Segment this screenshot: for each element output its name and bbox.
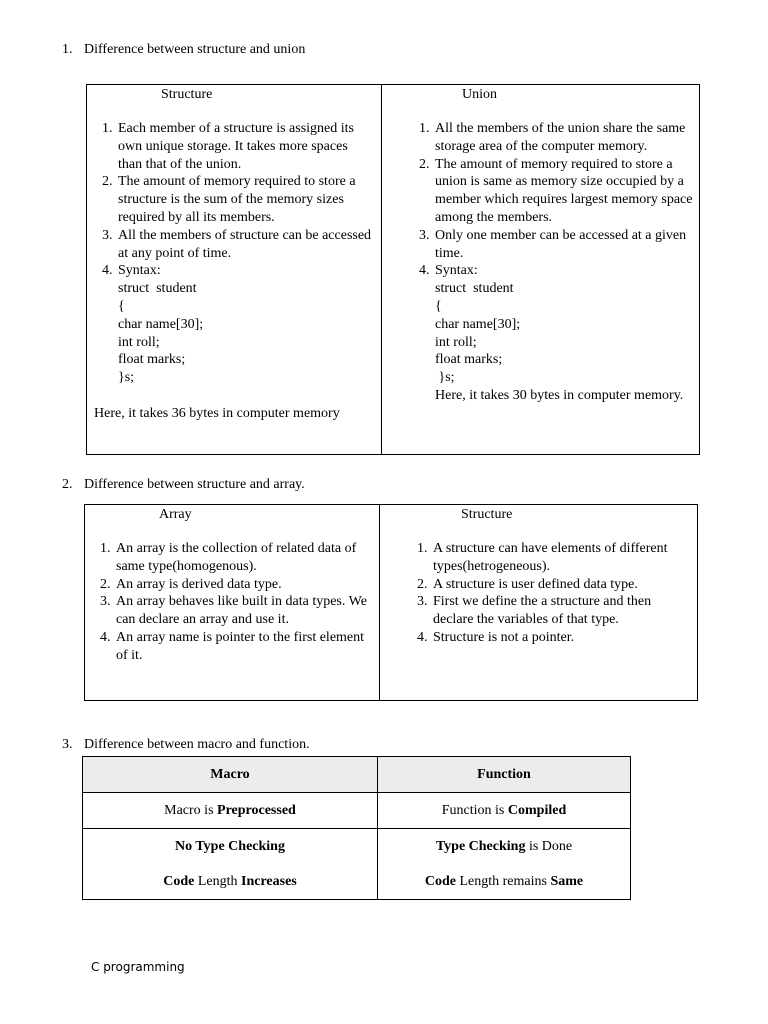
- cell-text-bold: Code: [163, 873, 195, 889]
- array-column: [85, 505, 380, 701]
- list-item: 1. An array is the collection of related data of same type(homogenous).: [114, 540, 373, 576]
- column-header-macro: Macro: [83, 757, 378, 793]
- column-header-array: Array: [159, 507, 192, 522]
- syntax-label: 4. Syntax:: [435, 263, 478, 279]
- code-line: struct student: [118, 281, 197, 297]
- page-footer: C programming: [91, 960, 185, 974]
- cell-text-bold: Compiled: [507, 802, 567, 818]
- list-item: [433, 262, 693, 404]
- code-line: {: [118, 298, 125, 314]
- code-line: int roll;: [435, 334, 477, 350]
- cell-text: is Done: [525, 838, 573, 854]
- code-line: int roll;: [118, 334, 160, 350]
- section-title: Difference between structure and union: [84, 42, 306, 57]
- list-item: 2. The amount of memory required to store a union is same as memory size occupied by a member which requires largest memory space among the members.: [433, 156, 693, 227]
- section-title: Difference between structure and array.: [84, 477, 305, 492]
- macro-cell: [83, 793, 378, 829]
- list-item: 3. Only one member can be accessed at a given time.: [433, 227, 693, 263]
- section-number: 3.: [62, 737, 73, 752]
- cell-text-bold: Preprocessed: [217, 802, 296, 818]
- section-number: 1.: [62, 42, 73, 57]
- structure-memory-note: Here, it takes 36 bytes in computer memory: [94, 405, 340, 421]
- list-item: 2. A structure is user defined data type.: [431, 576, 691, 594]
- structure-list-2: [380, 540, 697, 647]
- code-line: {: [435, 298, 442, 314]
- structure-union-table: [86, 84, 700, 455]
- code-line: float marks;: [435, 352, 503, 368]
- list-item: 3. An array behaves like built in data types. We can declare an array and use it.: [114, 593, 373, 629]
- section-number: 2.: [62, 477, 73, 492]
- section-title: Difference between macro and function.: [84, 737, 310, 752]
- code-line: struct student: [435, 281, 514, 297]
- list-item: 4. An array name is pointer to the first element of it.: [114, 629, 373, 665]
- list-item: 1. All the members of the union share the same storage area of the computer memory.: [433, 120, 693, 156]
- union-list: [382, 120, 699, 405]
- cell-text-bold: Code: [424, 873, 456, 889]
- list-item: 1. A structure can have elements of different types(hetrogeneous).: [431, 540, 691, 576]
- union-memory-note: Here, it takes 30 bytes in computer memory.: [435, 387, 684, 403]
- macro-cell: [83, 829, 378, 865]
- column-header-union: Union: [462, 87, 497, 102]
- section-heading-3: [62, 736, 310, 754]
- column-header-structure: Structure: [161, 87, 213, 102]
- cell-text: Function is: [441, 802, 508, 818]
- code-line: char name[30];: [118, 316, 204, 332]
- structure-column: [87, 85, 382, 455]
- cell-text: Macro is: [164, 802, 218, 818]
- cell-text: Length remains: [455, 873, 551, 889]
- list-item: 1. Each member of a structure is assigned its own unique storage. It takes more spaces than that of the union.: [116, 120, 375, 173]
- column-header-function: Function: [378, 757, 631, 793]
- list-item: 3. First we define the a structure and then declare the variables of that type.: [431, 593, 691, 629]
- code-line: float marks;: [118, 352, 186, 368]
- function-cell: [378, 864, 631, 900]
- structure-column-2: [380, 505, 698, 701]
- syntax-label: 4. Syntax:: [118, 263, 161, 279]
- list-item: 2. The amount of memory required to store a structure is the sum of the memory sizes required by all its members.: [116, 173, 375, 226]
- cell-text-bold: Same: [550, 873, 584, 889]
- list-item: 2. An array is derived data type.: [114, 576, 373, 594]
- union-column: [382, 85, 700, 455]
- section-heading-1: [62, 41, 305, 59]
- column-header-structure-2: Structure: [461, 507, 513, 522]
- structure-array-table: [84, 504, 698, 701]
- code-line: }s;: [118, 370, 135, 386]
- array-list: [85, 540, 379, 665]
- function-cell: [378, 793, 631, 829]
- code-line: }s;: [435, 370, 455, 386]
- structure-list: [87, 120, 381, 387]
- macro-function-table: [82, 756, 631, 900]
- list-item: [116, 262, 375, 387]
- list-item: 3. All the members of structure can be accessed at any point of time.: [116, 227, 375, 263]
- macro-cell: [83, 864, 378, 900]
- cell-text-bold: Increases: [241, 873, 297, 889]
- cell-text-bold: Type Checking: [435, 838, 526, 854]
- function-cell: [378, 829, 631, 865]
- code-line: char name[30];: [435, 316, 521, 332]
- list-item: 4. Structure is not a pointer.: [431, 629, 691, 647]
- cell-text-bold: No Type Checking: [175, 838, 285, 854]
- cell-text: Length: [194, 873, 242, 889]
- section-heading-2: [62, 476, 305, 494]
